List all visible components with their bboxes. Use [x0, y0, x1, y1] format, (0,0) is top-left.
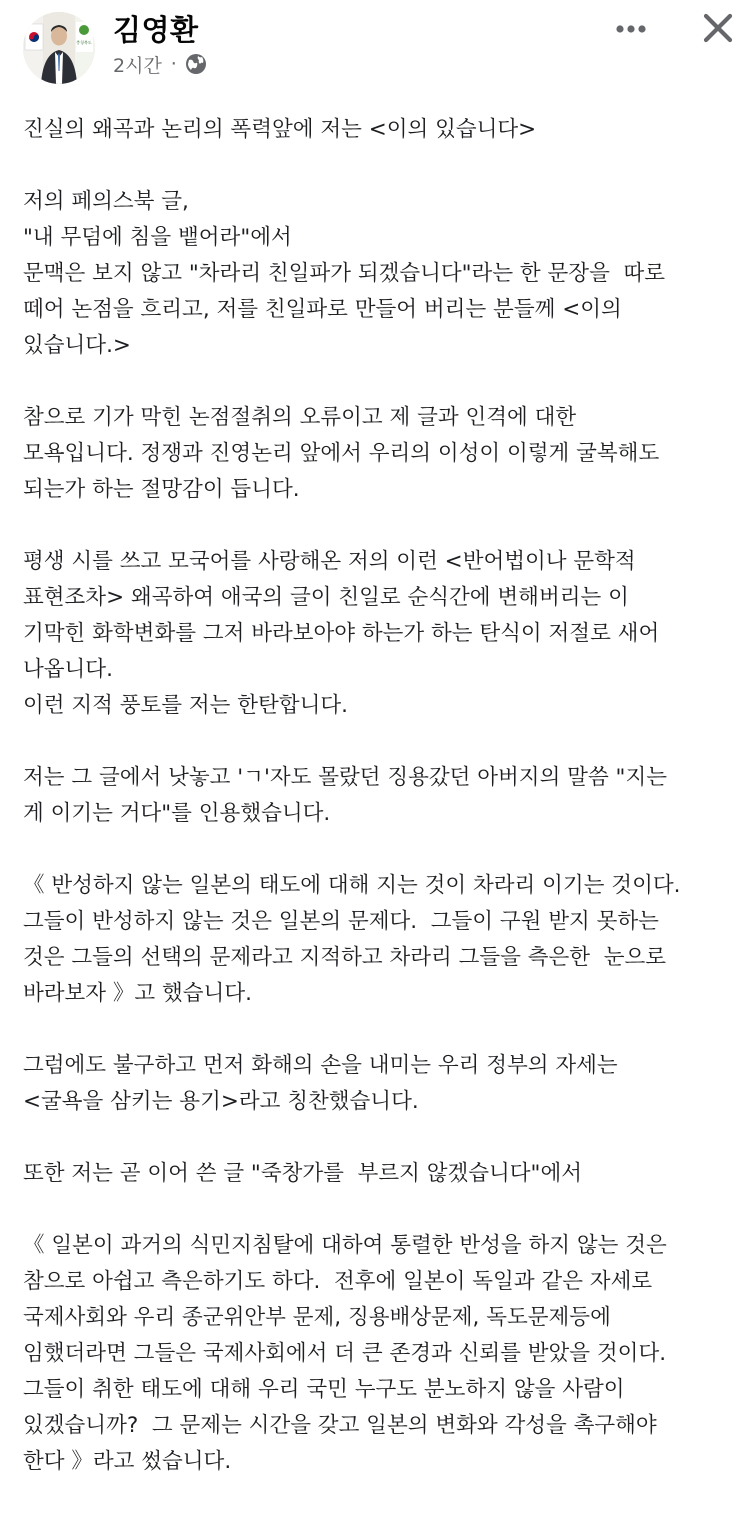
close-icon[interactable] [700, 10, 736, 46]
post-header [0, 0, 754, 100]
post-paragraph: 저의 페의스북 글, "내 무덤에 침을 뱉어라"에서 문맥은 보지 않고 "차라리 친일파가 되겠습니다"라는 한 문장을 따로 떼어 논점을 흐리고, 저를 친일파로 만들어 버리는 분들께 <이의 있습니다.> [23, 189, 666, 358]
more-horizontal-icon[interactable] [614, 14, 648, 44]
post-paragraph: 《 반성하지 않는 일본의 태도에 대해 지는 것이 차라리 이기는 것이다. 그들이 반성하지 않는 것은 일본의 문제다. 그들이 구원 받지 못하는 것은 그들의 선택의 문제라고 지적하고 차라리 그들을 측은한 눈으로 바라보자 》고 했습니다. [23, 873, 681, 1006]
post-body [23, 112, 739, 1516]
meta-separator: · [170, 53, 177, 75]
post-timestamp[interactable]: 2시간 [113, 54, 162, 77]
avatar-photo [23, 12, 95, 84]
post-paragraph: 그럼에도 불구하고 먼저 화해의 손을 내미는 우리 정부의 자세는 <굴욕을 삼키는 용기>라고 칭찬했습니다. [23, 1053, 618, 1114]
post-paragraph: 또한 저는 곧 이어 쓴 글 "죽창가를 부르지 않겠습니다"에서 [23, 1161, 582, 1186]
post-paragraph: 참으로 기가 막힌 논점절취의 오류이고 제 글과 인격에 대한 모욕입니다. 정쟁과 진영논리 앞에서 우리의 이성이 이렇게 굴복해도 되는가 하는 절망감이 듭니다. [23, 405, 660, 502]
post-meta [113, 50, 207, 78]
author-avatar[interactable] [23, 12, 95, 84]
post-paragraph: 평생 시를 쓰고 모국어를 사랑해온 저의 이런 <반어법이나 문학적 표현조차> 왜곡하여 애국의 글이 친일로 순식간에 변해버리는 이 기막힌 화학변화를 그저 바라보아야 하는가 하는 탄식이 저절로 새어 나옵니다. 이런 지적 풍토를 저는 한탄합니다. [23, 549, 660, 718]
globe-icon[interactable] [185, 53, 207, 75]
author-name[interactable]: 김영환 [113, 13, 199, 47]
post-paragraph: 《 일본이 과거의 식민지침탈에 대하여 통렬한 반성을 하지 않는 것은 참으로 아쉽고 측은하기도 하다. 전후에 일본이 독일과 같은 자세로 국제사회와 우리 종군위안부 문제, 징용배상문제, 독도문제등에 임했더라면 그들은 국제사회에서 더 큰 존경과 신뢰를 받았을 것이다. 그들이 취한 태도에 대해 우리 국민 누구도 분노하지 않을 사람이 있겠습니까? 그 문제는 시간을 갖고 일본의 변화와 각성을 촉구해야 한다 》라고 썼습니다. [23, 1233, 667, 1474]
post-paragraph: 저는 그 글에서 낫놓고 'ㄱ'자도 몰랐던 징용갔던 아버지의 말씀 "지는 게 이기는 거다"를 인용했습니다. [23, 765, 667, 826]
post-paragraph: 진실의 왜곡과 논리의 폭력앞에 저는 <이의 있습니다> [23, 117, 537, 142]
avatar-badge-text: 충청북도 [76, 40, 92, 45]
